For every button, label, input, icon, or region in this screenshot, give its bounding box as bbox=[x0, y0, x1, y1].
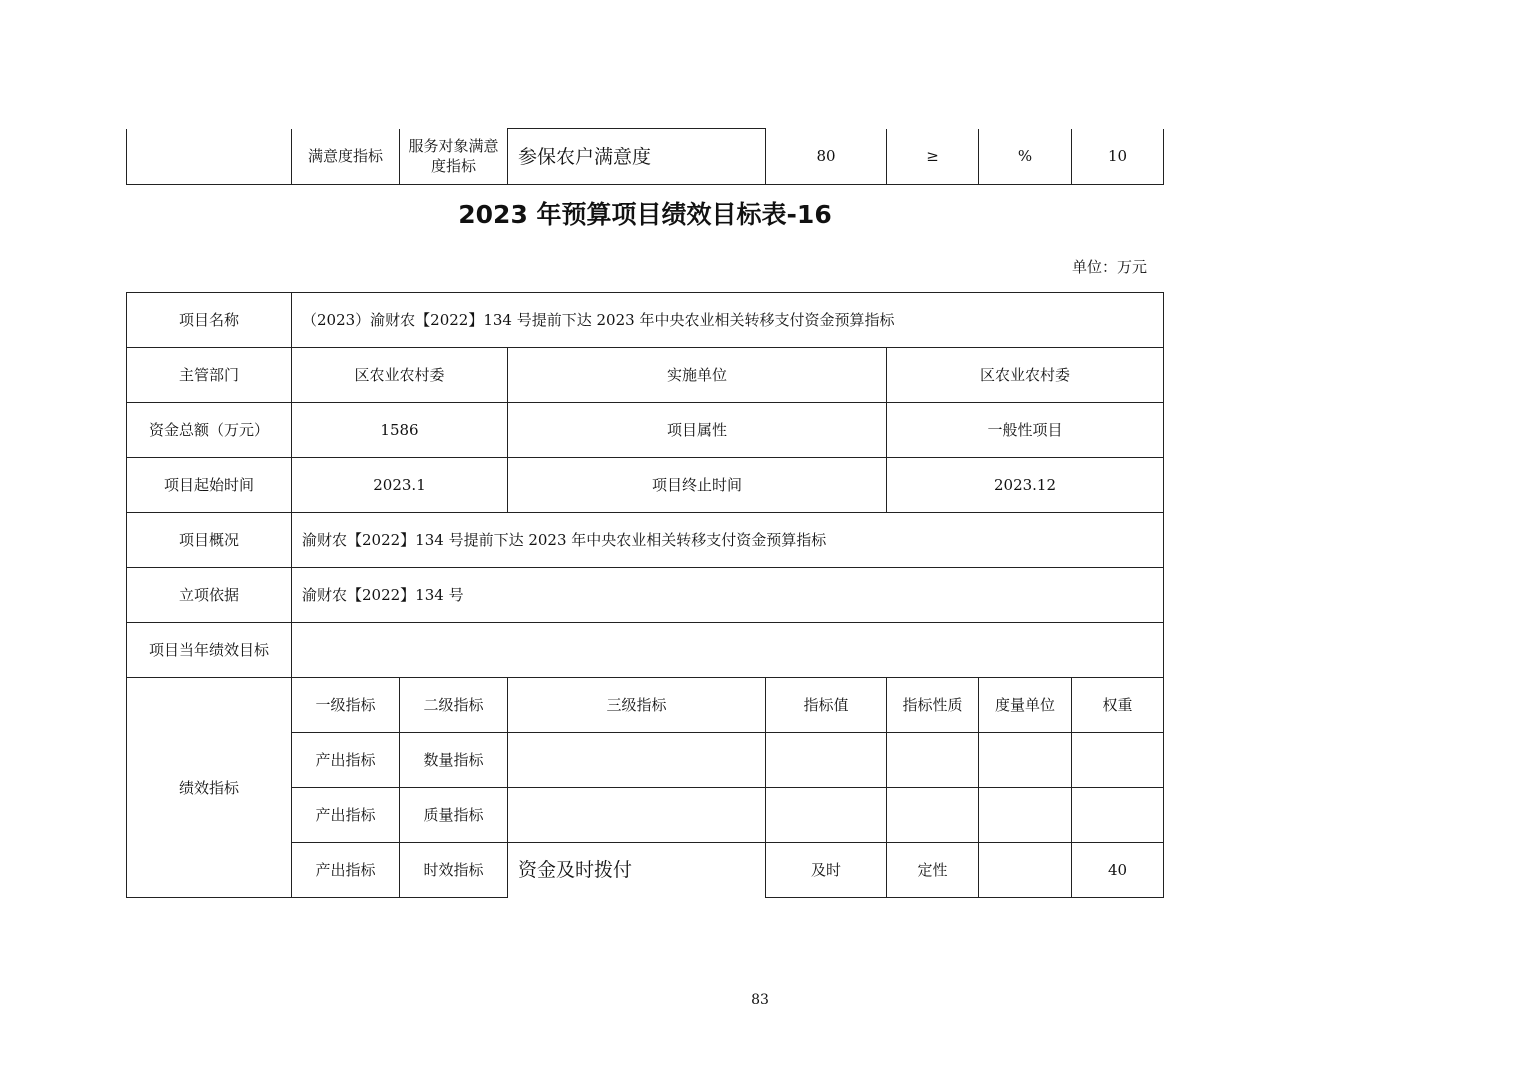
value-cell: 80 bbox=[766, 129, 887, 185]
cell bbox=[766, 788, 887, 843]
end-value: 2023.12 bbox=[887, 458, 1164, 513]
page-number: 83 bbox=[751, 992, 769, 1008]
dept-value: 区农业农村委 bbox=[292, 348, 508, 403]
cell bbox=[887, 788, 979, 843]
cell: 质量指标 bbox=[400, 788, 508, 843]
cell bbox=[979, 788, 1072, 843]
header-unit: 度量单位 bbox=[979, 678, 1072, 733]
unit-label: 单位：万元 bbox=[1072, 258, 1148, 276]
table-row bbox=[127, 293, 1164, 348]
table-row bbox=[127, 568, 1164, 623]
impl-label: 实施单位 bbox=[508, 348, 887, 403]
cell: 产出指标 bbox=[292, 788, 400, 843]
attr-value: 一般性项目 bbox=[887, 403, 1164, 458]
cell: 时效指标 bbox=[400, 843, 508, 898]
start-label: 项目起始时间 bbox=[127, 458, 292, 513]
goal-label: 项目当年绩效目标 bbox=[127, 623, 292, 678]
header-level1: 一级指标 bbox=[292, 678, 400, 733]
cell bbox=[508, 733, 766, 788]
project-name-value: （2023）渝财农【2022】134 号提前下达 2023 年中央农业相关转移支付资金预算指标 bbox=[292, 293, 1164, 348]
funds-value: 1586 bbox=[292, 403, 508, 458]
dept-label: 主管部门 bbox=[127, 348, 292, 403]
level2-cell: 服务对象满意度指标 bbox=[400, 129, 508, 185]
header-nature: 指标性质 bbox=[887, 678, 979, 733]
table-row bbox=[127, 129, 1164, 185]
nature-cell: ≥ bbox=[887, 129, 979, 185]
basis-label: 立项依据 bbox=[127, 568, 292, 623]
goal-value bbox=[292, 623, 1164, 678]
start-value: 2023.1 bbox=[292, 458, 508, 513]
table-row bbox=[127, 623, 1164, 678]
performance-table bbox=[126, 292, 1164, 898]
cell bbox=[1072, 733, 1164, 788]
impl-value: 区农业农村委 bbox=[887, 348, 1164, 403]
unit-cell: % bbox=[979, 129, 1072, 185]
indicators-section-label: 绩效指标 bbox=[127, 678, 292, 898]
table-row bbox=[127, 513, 1164, 568]
table-row bbox=[127, 458, 1164, 513]
cell bbox=[979, 843, 1072, 898]
table-row bbox=[127, 403, 1164, 458]
weight-cell: 10 bbox=[1072, 129, 1164, 185]
cell bbox=[979, 733, 1072, 788]
header-value: 指标值 bbox=[766, 678, 887, 733]
overview-label: 项目概况 bbox=[127, 513, 292, 568]
funds-label: 资金总额（万元） bbox=[127, 403, 292, 458]
cell bbox=[1072, 788, 1164, 843]
basis-value: 渝财农【2022】134 号 bbox=[292, 568, 1164, 623]
header-level2: 二级指标 bbox=[400, 678, 508, 733]
indicator-header-row bbox=[127, 678, 1164, 733]
cell: 数量指标 bbox=[400, 733, 508, 788]
page-title: 2023 年预算项目绩效目标表-16 bbox=[458, 200, 832, 229]
cell: 资金及时拨付 bbox=[508, 843, 766, 898]
header-level3: 三级指标 bbox=[508, 678, 766, 733]
cell: 产出指标 bbox=[292, 843, 400, 898]
level1-cell: 满意度指标 bbox=[292, 129, 400, 185]
cell: 及时 bbox=[766, 843, 887, 898]
empty-cell bbox=[127, 129, 292, 185]
cell bbox=[508, 788, 766, 843]
end-label: 项目终止时间 bbox=[508, 458, 887, 513]
cell bbox=[887, 733, 979, 788]
overview-value: 渝财农【2022】134 号提前下达 2023 年中央农业相关转移支付资金预算指标 bbox=[292, 513, 1164, 568]
cell: 40 bbox=[1072, 843, 1164, 898]
continuation-table bbox=[126, 128, 1164, 185]
cell: 产出指标 bbox=[292, 733, 400, 788]
cell: 定性 bbox=[887, 843, 979, 898]
header-weight: 权重 bbox=[1072, 678, 1164, 733]
cell bbox=[766, 733, 887, 788]
table-row bbox=[127, 348, 1164, 403]
attr-label: 项目属性 bbox=[508, 403, 887, 458]
level3-cell: 参保农户满意度 bbox=[508, 129, 766, 185]
project-name-label: 项目名称 bbox=[127, 293, 292, 348]
